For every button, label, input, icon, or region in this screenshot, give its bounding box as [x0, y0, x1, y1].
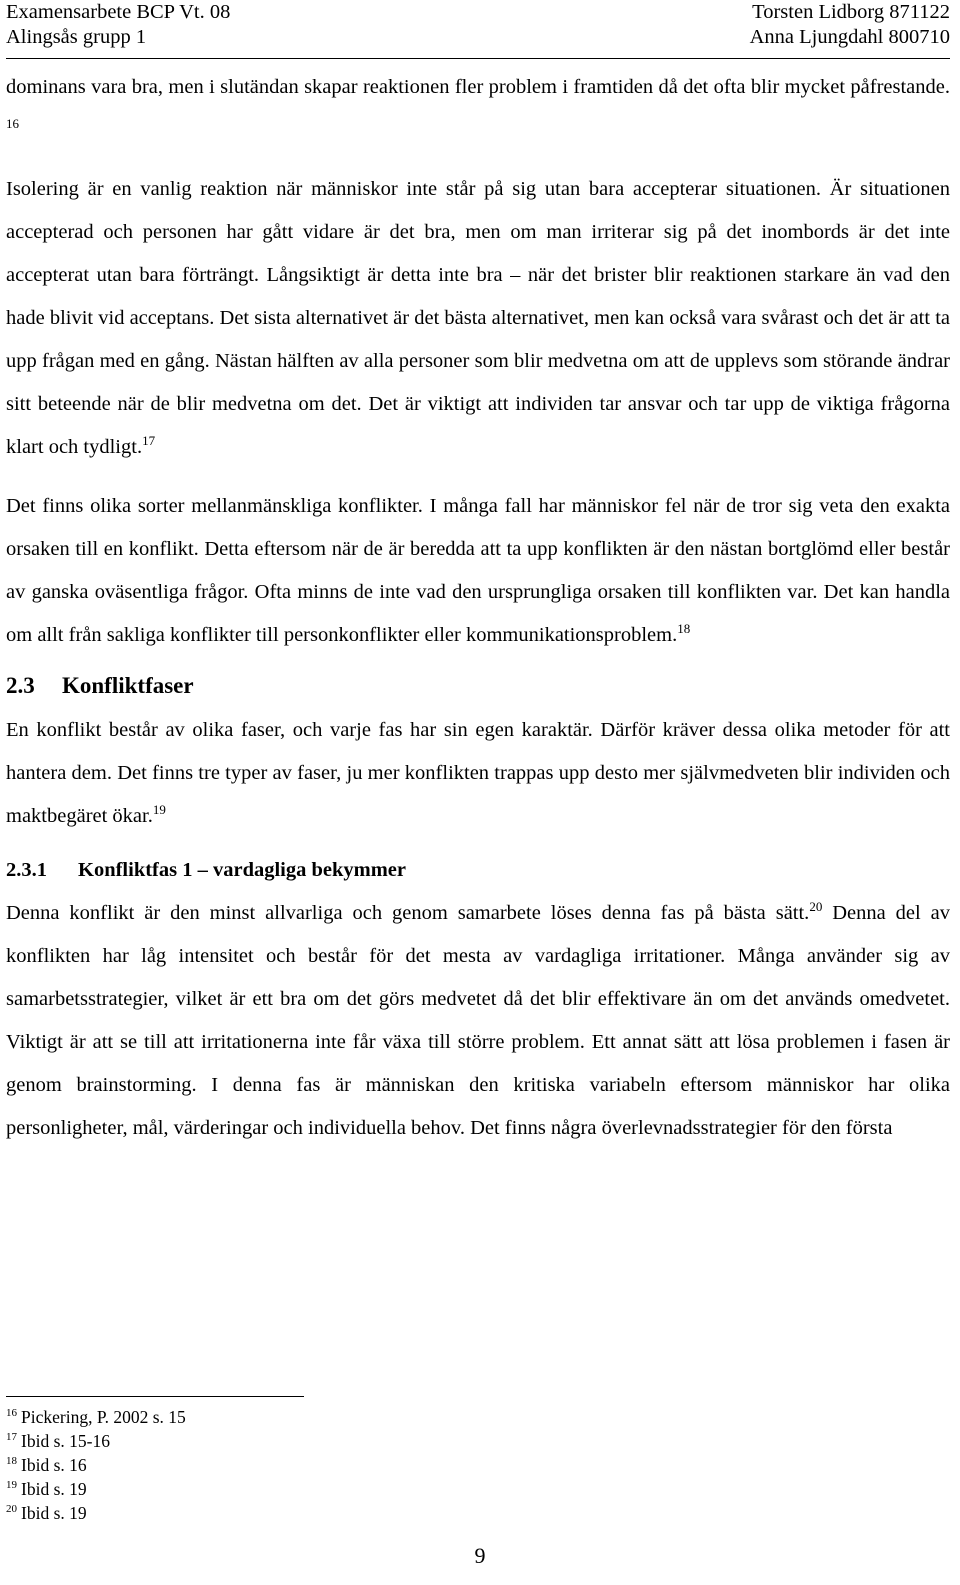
paragraph-text: En konflikt består av olika faser, och varje fas har sin egen karaktär. Därför kräver dessa olika metoder för att hantera dem. Det finns tre typer av faser, ju mer konflikten trappas upp desto mer självmedveten blir individen och maktbegäret ökar. — [6, 719, 950, 827]
section-heading — [6, 663, 950, 709]
subsection-title: Konfliktfas 1 – vardagliga bekymmer — [78, 859, 406, 881]
subsection-heading — [6, 848, 950, 892]
footnote — [6, 1501, 186, 1525]
footnote-number: 17 — [6, 1431, 17, 1443]
header-course: Examensarbete BCP Vt. 08 — [6, 1, 231, 23]
section-title: Konfliktfaser — [62, 673, 194, 698]
footnote-number: 18 — [6, 1455, 17, 1467]
footnote-text: Ibid s. 19 — [21, 1503, 87, 1523]
paragraph — [6, 66, 950, 152]
page-number: 9 — [474, 1543, 486, 1568]
footnote-ref: 17 — [142, 433, 156, 448]
footnote-text: Ibid s. 16 — [21, 1455, 87, 1475]
paragraph — [6, 892, 950, 1150]
footnote-text: Pickering, P. 2002 s. 15 — [21, 1407, 186, 1427]
paragraph — [6, 709, 950, 838]
paragraph-text: dominans vara bra, men i slutändan skapar reaktionen fler problem i framtiden då det ofta blir mycket påfrestande. — [6, 76, 950, 98]
footnote-text: Ibid s. 19 — [21, 1479, 87, 1499]
section-number: 2.3 — [6, 673, 35, 698]
header-row-2 — [6, 25, 950, 50]
footnote — [6, 1405, 186, 1429]
footnote-ref: 19 — [152, 802, 166, 817]
footnote-separator — [6, 1396, 304, 1397]
footnote-number: 19 — [6, 1479, 17, 1491]
paragraph-text: Denna konflikt är den minst allvarliga och genom samarbete löses denna fas på bästa sätt. — [6, 902, 810, 924]
paragraph-text: Det finns olika sorter mellanmänskliga konflikter. I många fall har människor fel när de tror sig veta den exakta orsaken till en konflikt. Detta eftersom när de är beredda att ta upp konflikten är den nästan bortglömd eller består av ganska oväsentliga frågor. Ofta minns de inte vad den ursprungliga orsaken till konflikten var. Det kan handla om allt från sakliga konflikter till personkonflikter eller kommunikationsproblem. — [6, 495, 950, 646]
footnote-ref: 18 — [677, 621, 691, 636]
paragraph-text: Denna del av konflikten har låg intensitet och består för det mesta av vardagliga irritationer. Många använder sig av samarbetsstrategier, vilket är ett bra om det görs medvetet då det blir effektivare än om det används omedvetet. Viktigt är att se till att irritationerna inte får växa till större problem. Ett annat sätt att lösa problemen i fasen är genom brainstorming. I denna fas är människan den kritiska variabeln eftersom människor har olika personligheter, mål, värderingar och individuella behov. Det finns några överlevnadsstrategier för den första — [6, 902, 951, 1139]
footnote-text: Ibid s. 15-16 — [21, 1431, 110, 1451]
footnote-ref: 20 — [809, 899, 823, 914]
footnote — [6, 1453, 186, 1477]
header-row-1 — [6, 0, 950, 25]
page-header — [6, 0, 950, 59]
header-author-2: Anna Ljungdahl 800710 — [749, 26, 950, 48]
paragraph-text: Isolering är en vanlig reaktion när människor inte står på sig utan bara accepterar situationen. Är situationen accepterad och personen har gått vidare är det bra, men om man irriterar sig på det inombords är det inte accepterat utan bara förträngt. Långsiktigt är detta inte bra – när det brister blir reaktionen starkare än vad den hade blivit vid acceptans. Det sista alternativet är det bästa alternativet, men kan också vara svårast och det är att ta upp frågan med en gång. Nästan hälften av alla personer som blir medvetna om att de upplevs som störande ändrar sitt beteende när de blir medvetna om det. Det är viktigt att individen tar ansvar och tar upp de viktiga frågorna klart och tydligt. — [6, 178, 950, 458]
footnote-number: 16 — [6, 1407, 17, 1419]
paragraph — [6, 168, 950, 469]
footnote — [6, 1429, 186, 1453]
header-author-1: Torsten Lidborg 871122 — [752, 1, 950, 23]
paragraph — [6, 485, 950, 657]
document-body — [6, 66, 950, 1150]
footnotes — [6, 1405, 186, 1525]
header-group: Alingsås grupp 1 — [6, 26, 147, 48]
footnote-ref: 16 — [6, 116, 19, 131]
subsection-number: 2.3.1 — [6, 859, 47, 881]
footnote — [6, 1477, 186, 1501]
footnote-number: 20 — [6, 1503, 17, 1515]
